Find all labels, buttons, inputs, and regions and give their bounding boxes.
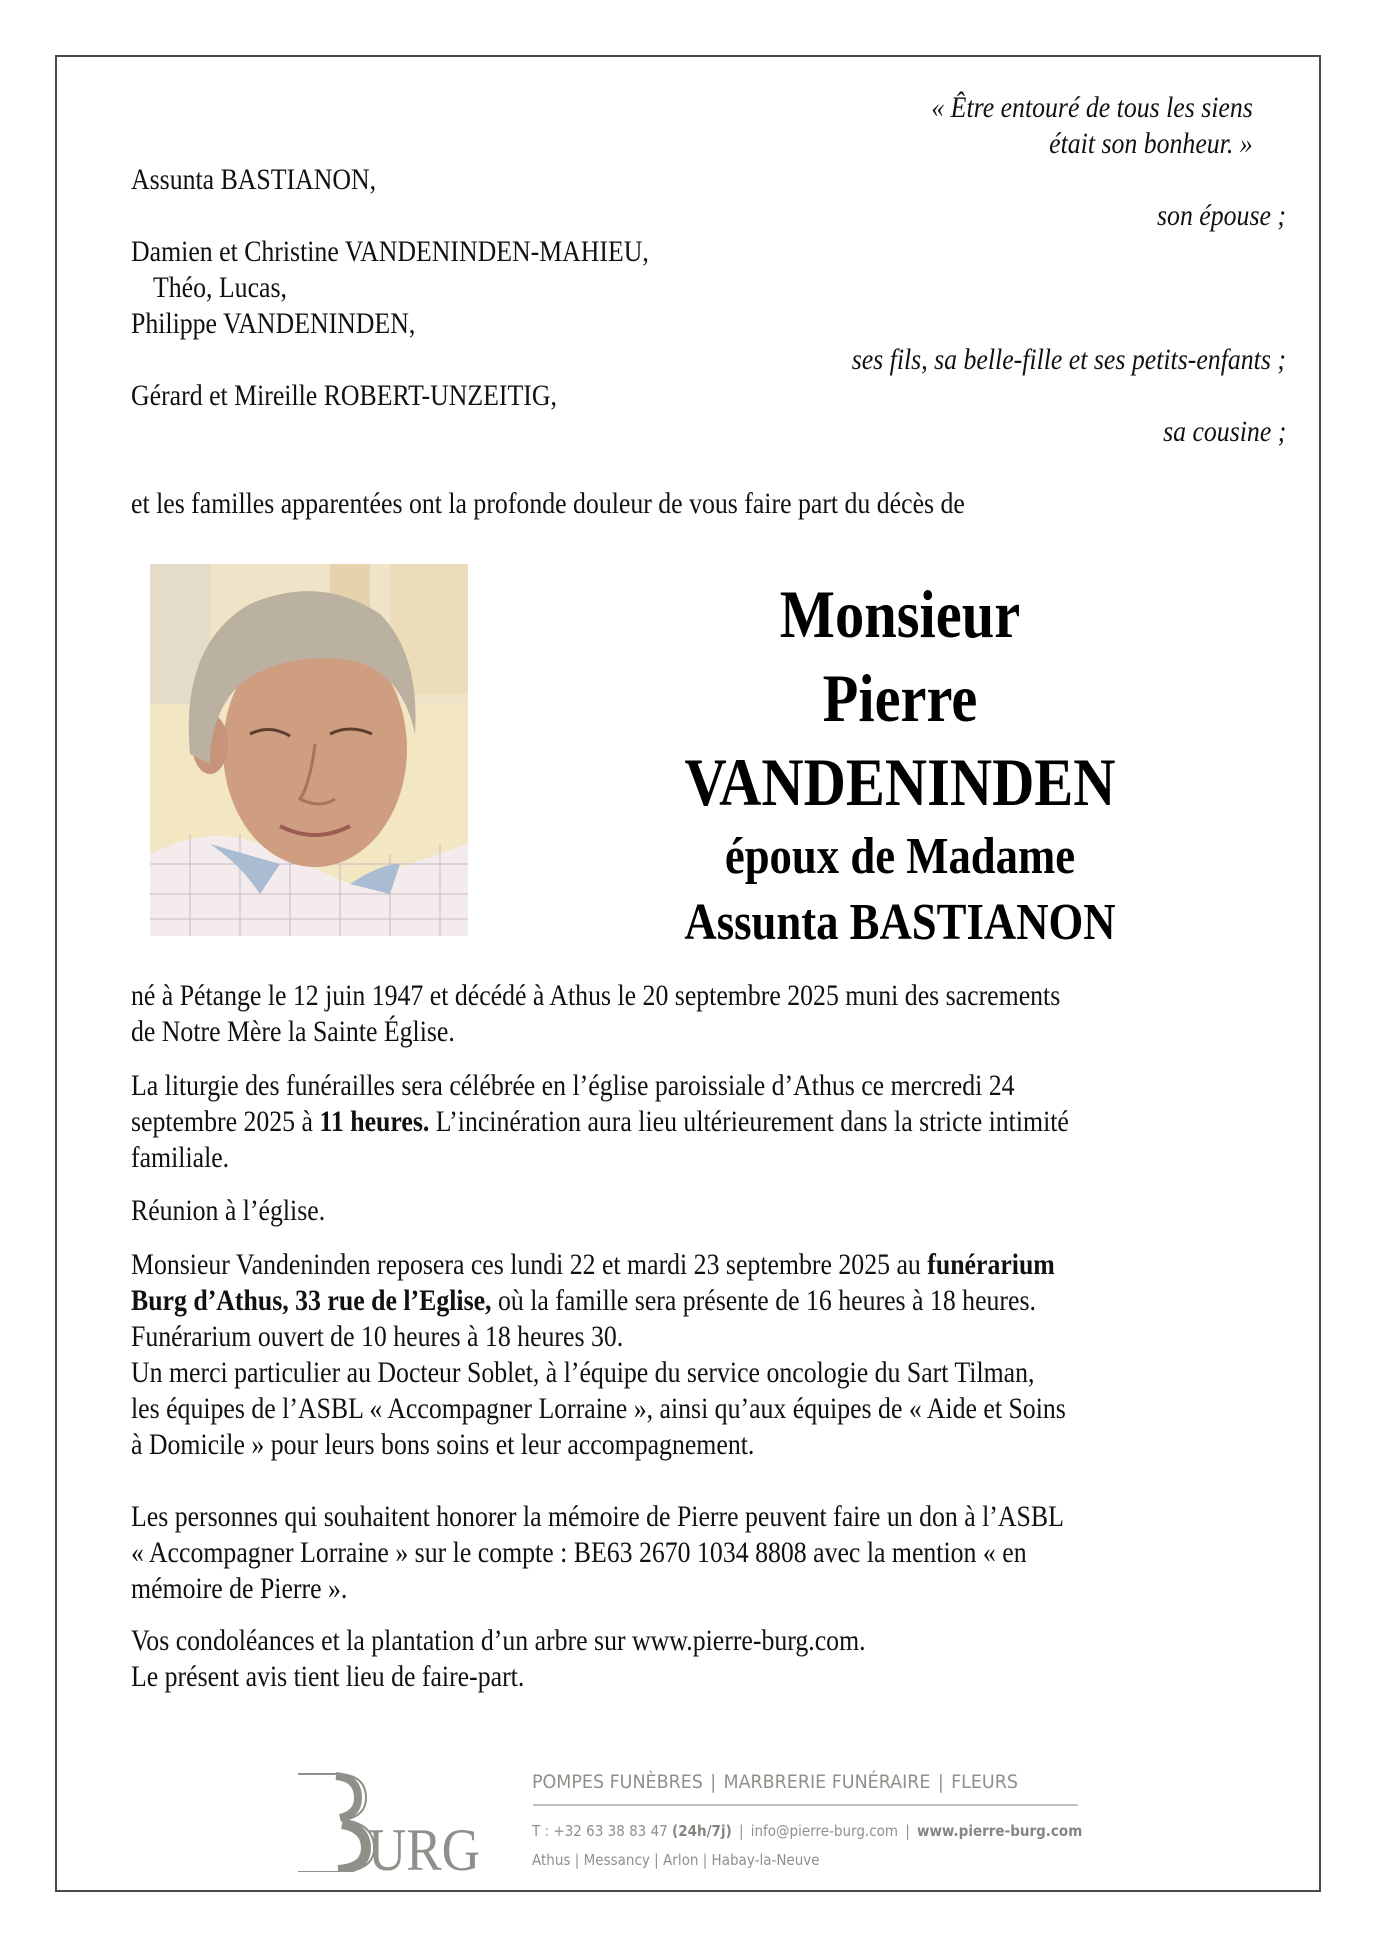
family-cousin-name: Gérard et Mireille ROBERT-UNZEITIG, [131, 379, 557, 412]
family-cousin-relation: sa cousine ; [1162, 415, 1286, 448]
family-son-1: Damien et Christine VANDENINDEN-MAHIEU, [131, 235, 649, 268]
deceased-name-block [540, 572, 1260, 956]
funerarium-label: funérarium [927, 1248, 1055, 1281]
footer-phone[interactable]: T : +32 63 38 83 47 [532, 1822, 668, 1840]
donation-line-1: Les personnes qui souhaitent honorer la mémoire de Pierre peuvent faire un don à l’ASBL [131, 1500, 1064, 1533]
funerarium-line-1 [131, 1247, 1146, 1283]
footer-contact [532, 1822, 1082, 1840]
svg-text:URG: URG [368, 1817, 480, 1872]
location-messancy: Messancy [583, 1851, 650, 1869]
location-arlon: Arlon [663, 1851, 699, 1869]
footer-divider [533, 1804, 1078, 1806]
deceased-first-name: Pierre [822, 660, 978, 736]
paragraph-birth-death [131, 978, 1146, 1050]
donation-line-2: « Accompagner Lorraine » sur le compte : BE63 2670 1034 8808 avec la mention « en [131, 1536, 1027, 1569]
paragraph-funerarium [131, 1247, 1146, 1355]
service-fleurs: FLEURS [951, 1771, 1018, 1793]
donation-line-3: mémoire de Pierre ». [131, 1572, 348, 1605]
birth-death-line-2: de Notre Mère la Sainte Église. [131, 1015, 455, 1048]
paragraph-condolences [131, 1623, 1146, 1695]
family-grandchildren: Théo, Lucas, [153, 271, 287, 304]
family-spouse-relation: son épouse ; [1157, 199, 1286, 232]
liturgy-time: 11 heures. [319, 1105, 430, 1138]
deceased-last-name: VANDENINDEN [684, 744, 1116, 820]
deceased-spouse-line-1: époux de Madame [724, 828, 1076, 885]
family-children-relation: ses fils, sa belle-fille et ses petits-enfants ; [851, 343, 1286, 376]
funerarium-line-1-pre: Monsieur Vandeninden reposera ces lundi 22 et mardi 23 septembre 2025 au [131, 1248, 928, 1281]
separator: | [738, 1822, 744, 1840]
portrait-photo [150, 564, 468, 936]
burg-logo-icon [296, 1772, 486, 1872]
birth-death-line-1: né à Pétange le 12 juin 1947 et décédé à Athus le 20 septembre 2025 muni des sacrements [131, 979, 1061, 1012]
separator: | [702, 1851, 708, 1869]
footer-phone-hours: (24h/7j) [672, 1822, 732, 1840]
portrait-photo-icon [150, 564, 468, 936]
family-son-2: Philippe VANDENINDEN, [131, 307, 416, 340]
funerarium-line-3: Funérarium ouvert de 10 heures à 18 heures 30. [131, 1320, 624, 1353]
liturgy-line-3: familiale. [131, 1141, 230, 1174]
separator: | [710, 1771, 717, 1793]
footer-email[interactable]: info@pierre-burg.com [750, 1822, 899, 1840]
liturgy-line-2-pre: septembre 2025 à [131, 1105, 320, 1138]
separator: | [937, 1771, 944, 1793]
intro-text: et les familles apparentées ont la profonde douleur de vous faire part du décès de [131, 487, 965, 520]
service-pompes-funebres: POMPES FUNÈBRES [532, 1771, 703, 1793]
separator: | [654, 1851, 659, 1869]
paragraph-liturgy [131, 1068, 1146, 1176]
location-athus: Athus [532, 1851, 571, 1869]
liturgy-line-2-post: L’incinération aura lieu ultérieurement dans la stricte intimité [429, 1105, 1069, 1138]
epigraph-line-2: était son bonheur. » [1049, 127, 1253, 160]
liturgy-line-1: La liturgie des funérailles sera célébrée en l’église paroissiale d’Athus ce mercredi 24 [131, 1069, 1015, 1102]
paragraph-donation [131, 1499, 1146, 1607]
location-habay: Habay-la-Neuve [711, 1851, 820, 1869]
funerarium-address: Burg d’Athus, 33 rue de l’Eglise, [131, 1284, 492, 1317]
footer-locations [532, 1851, 820, 1869]
thanks-line-1: Un merci particulier au Docteur Soblet, à l’équipe du service oncologie du Sart Tilman, [131, 1356, 1035, 1389]
burg-logo [296, 1772, 486, 1872]
epigraph-line-1: « Être entouré de tous les siens [931, 91, 1253, 124]
funerarium-line-2-post: où la famille sera présente de 16 heures à 18 heures. [491, 1284, 1036, 1317]
funerarium-line-2 [131, 1283, 1146, 1319]
paragraph-reunion: Réunion à l’église. [131, 1194, 326, 1227]
condolences-line-2: Le présent avis tient lieu de faire-part. [131, 1660, 525, 1693]
separator: | [574, 1851, 580, 1869]
service-marbrerie: MARBRERIE FUNÉRAIRE [723, 1771, 931, 1793]
separator: | [905, 1822, 910, 1840]
paragraph-thanks [131, 1355, 1146, 1463]
family-spouse-name: Assunta BASTIANON, [131, 163, 377, 196]
condolences-line-1: Vos condoléances et la plantation d’un arbre sur www.pierre-burg.com. [131, 1624, 866, 1657]
deceased-spouse-line-2: Assunta BASTIANON [684, 894, 1116, 951]
liturgy-line-2 [131, 1104, 1146, 1140]
footer-services [532, 1771, 1018, 1793]
footer-website[interactable]: www.pierre-burg.com [916, 1822, 1083, 1840]
thanks-line-2: les équipes de l’ASBL « Accompagner Lorraine », ainsi qu’aux équipes de « Aide et Soins [131, 1392, 1066, 1425]
thanks-line-3: à Domicile » pour leurs bons soins et leur accompagnement. [131, 1428, 755, 1461]
deceased-title: Monsieur [779, 576, 1021, 652]
